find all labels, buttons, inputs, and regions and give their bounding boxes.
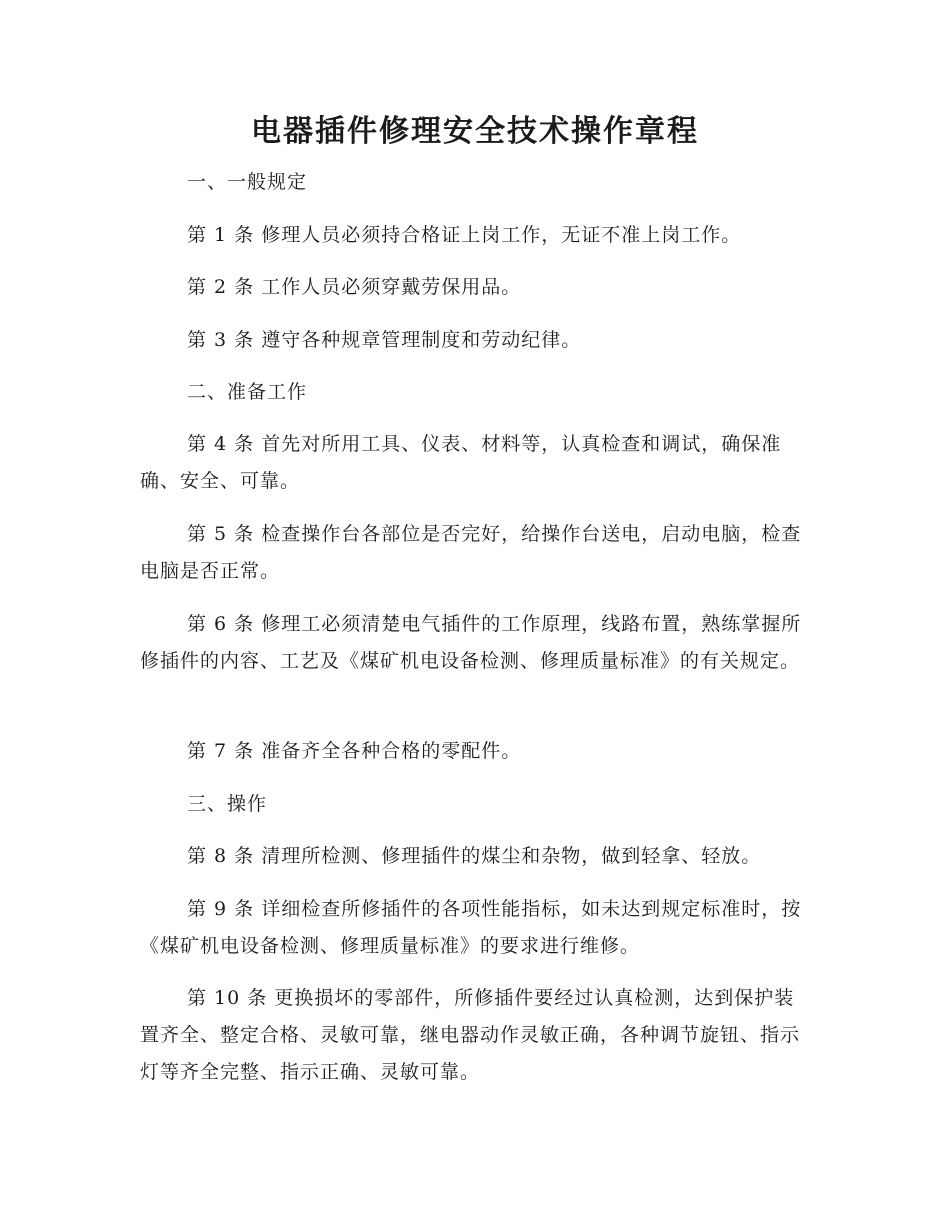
section-heading-general: 一、一般规定 bbox=[187, 171, 308, 193]
article-3: 第 3 条 遵守各种规章管理制度和劳动纪律。 bbox=[187, 329, 582, 351]
article-4: 第 4 条 首先对所用工具、仪表、材料等，认真检查和调试，确保准确、安全、可靠。 bbox=[140, 433, 782, 492]
article-1: 第 1 条 修理人员必须持合格证上岗工作，无证不准上岗工作。 bbox=[187, 224, 742, 246]
article-9: 第 9 条 详细检查所修插件的各项性能指标，如未达到规定标准时，按《煤矿机电设备检测、修理质量标准》的要求进行维修。 bbox=[140, 898, 802, 957]
section-heading-preparation: 二、准备工作 bbox=[187, 381, 308, 403]
article-8: 第 8 条 清理所检测、修理插件的煤尘和杂物，做到轻拿、轻放。 bbox=[187, 845, 762, 867]
article-6: 第 6 条 修理工必须清楚电气插件的工作原理，线路布置，熟练掌握所修插件的内容、工艺及《煤矿机电设备检测、修理质量标准》的有关规定。 bbox=[140, 613, 802, 672]
article-7: 第 7 条 准备齐全各种合格的零配件。 bbox=[187, 740, 522, 762]
article-10: 第 10 条 更换损坏的零部件，所修插件要经过认真检测，达到保护装置齐全、整定合格、灵敏可靠，继电器动作灵敏正确，各种调节旋钮、指示灯等齐全完整、指示正确、灵敏可靠。 bbox=[140, 987, 801, 1083]
article-5: 第 5 条 检查操作台各部位是否完好，给操作台送电，启动电脑，检查电脑是否正常。 bbox=[140, 523, 802, 582]
document-title: 电器插件修理安全技术操作章程 bbox=[251, 114, 699, 149]
article-2: 第 2 条 工作人员必须穿戴劳保用品。 bbox=[187, 276, 522, 298]
section-heading-operation: 三、操作 bbox=[187, 793, 268, 815]
